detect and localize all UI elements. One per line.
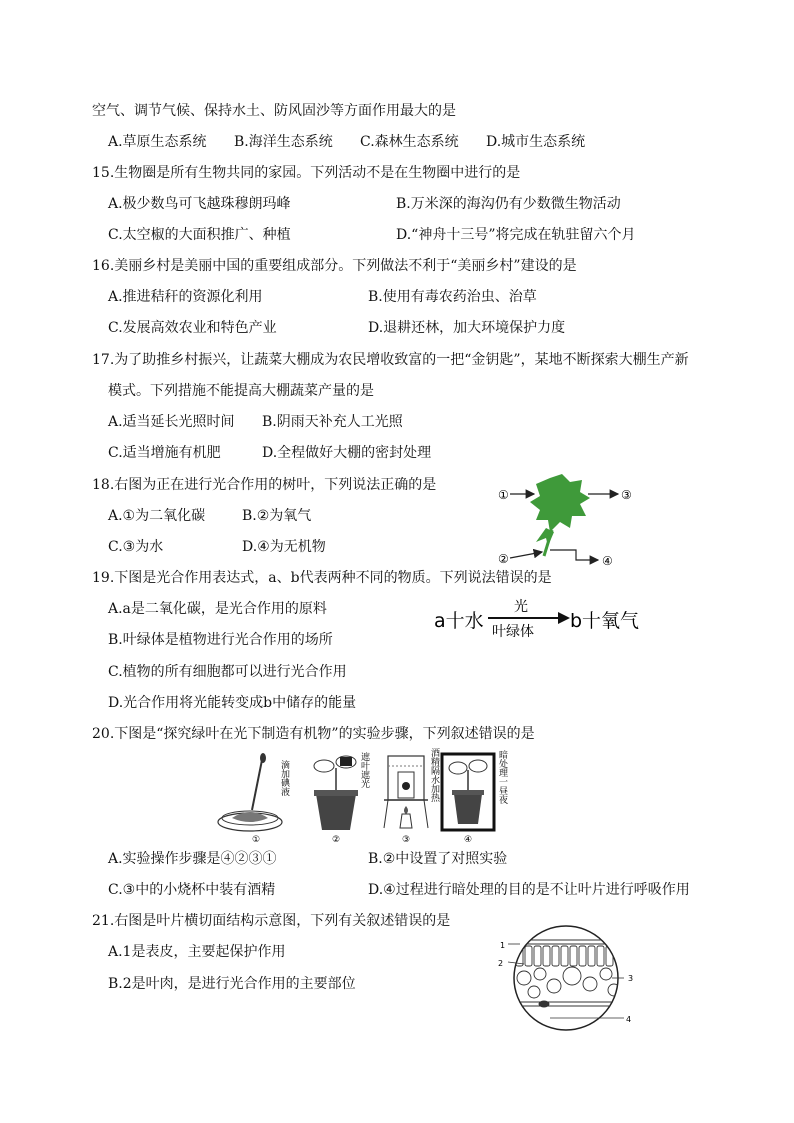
step3-label: 酒精隔水加热 bbox=[429, 748, 439, 802]
q15-stem: 15.生物圈是所有生物共同的家园。下列活动不是在生物圈中进行的是 bbox=[92, 165, 521, 181]
q17-option-a: A.适当延长光照时间 bbox=[108, 414, 235, 430]
q19-option-d: D.光合作用将光能转变成b中储存的能量 bbox=[108, 695, 357, 711]
formula-right: b十氧气 bbox=[570, 610, 640, 632]
leaf-cross-section-figure bbox=[494, 924, 644, 1034]
q15-option-b: B.万米深的海沟仍有少数微生物活动 bbox=[396, 196, 621, 212]
q14-stem: 空气、调节气候、保持水土、防风固沙等方面作用最大的是 bbox=[92, 103, 456, 119]
q18-option-b: B.②为氧气 bbox=[242, 508, 312, 524]
label-1: ① bbox=[498, 488, 509, 502]
q20-option-c: C.③中的小烧杯中装有酒精 bbox=[108, 882, 276, 898]
formula-left: a十水 bbox=[434, 610, 484, 632]
step1-label: 滴加碘液 bbox=[279, 760, 289, 796]
q18-option-c: C.③为水 bbox=[108, 539, 164, 555]
q21-stem: 21.右图是叶片横切面结构示意图，下列有关叙述错误的是 bbox=[92, 913, 451, 929]
label-4: ④ bbox=[602, 554, 613, 568]
q20-stem: 20.下图是“探究绿叶在光下制造有机物”的实验步骤，下列叙述错误的是 bbox=[92, 726, 535, 742]
q17-option-b: B.阴雨天补充人工光照 bbox=[262, 414, 403, 430]
leaf-photosynthesis-figure bbox=[490, 472, 640, 572]
section-label-4: 4 bbox=[626, 1015, 632, 1024]
q14-option-b: B.海洋生态系统 bbox=[234, 134, 333, 150]
q19-option-c: C.植物的所有细胞都可以进行光合作用 bbox=[108, 664, 347, 680]
q21-option-b: B.2是叶肉，是进行光合作用的主要部位 bbox=[108, 976, 356, 992]
magnifier-circle bbox=[514, 926, 618, 1030]
q17-stem-line2: 模式。下列措施不能提高大棚蔬菜产量的是 bbox=[108, 383, 374, 399]
q16-option-c: C.发展高效农业和特色产业 bbox=[108, 320, 277, 336]
step4-dark-box bbox=[442, 749, 508, 845]
q16-option-d: D.退耕还林，加大环境保护力度 bbox=[368, 320, 566, 336]
step4-label: 暗处理一昼夜 bbox=[497, 750, 507, 804]
step2-label: 遮叶遮光 bbox=[359, 752, 369, 788]
q15-option-d: D.“神舟十三号”将完成在轨驻留六个月 bbox=[396, 227, 636, 243]
q18-option-d: D.④为无机物 bbox=[242, 539, 326, 555]
q21-option-a: A.1是表皮，主要起保护作用 bbox=[108, 944, 286, 960]
q17-option-d: D.全程做好大棚的密封处理 bbox=[262, 445, 432, 461]
arrow-4-out bbox=[550, 550, 598, 560]
q17-stem-line1: 17.为了助推乡村振兴，让蔬菜大棚成为农民增收致富的一把“金钥匙”，某地不断探索大棚生产新 bbox=[92, 352, 689, 368]
step1-iodine-dish bbox=[218, 753, 290, 845]
step2-number: ② bbox=[332, 835, 341, 845]
q20-option-d: D.④过程进行暗处理的目的是不让叶片进行呼吸作用 bbox=[368, 882, 690, 898]
spongy-layer bbox=[517, 967, 620, 998]
photosynthesis-formula bbox=[432, 598, 652, 638]
section-label-2: 2 bbox=[498, 959, 504, 968]
label-3: ③ bbox=[621, 488, 632, 502]
q20-option-b: B.②中设置了对照实验 bbox=[368, 851, 508, 867]
q19-stem: 19.下图是光合作用表达式，a、b代表两种不同的物质。下列说法错误的是 bbox=[92, 570, 552, 586]
q15-option-c: C.太空椒的大面积推广、种植 bbox=[108, 227, 291, 243]
arrow-2-in bbox=[510, 552, 542, 558]
q14-option-a: A.草原生态系统 bbox=[108, 134, 207, 150]
q18-option-a: A.①为二氧化碳 bbox=[108, 508, 206, 524]
q19-option-a: A.a是二氧化碳，是光合作用的原料 bbox=[108, 601, 327, 617]
leaf-icon bbox=[530, 474, 590, 546]
label-2: ② bbox=[498, 552, 509, 566]
q16-option-b: B.使用有毒农药治虫、治草 bbox=[368, 289, 537, 305]
step1-number: ① bbox=[252, 835, 261, 845]
step3-number: ③ bbox=[402, 835, 411, 845]
q18-stem: 18.右图为正在进行光合作用的树叶，下列说法正确的是 bbox=[92, 477, 437, 493]
q14-option-d: D.城市生态系统 bbox=[486, 134, 586, 150]
section-label-3: 3 bbox=[628, 974, 634, 983]
q16-option-a: A.推进秸秆的资源化利用 bbox=[108, 289, 263, 305]
step2-covered-pot bbox=[314, 751, 370, 845]
step3-water-bath bbox=[384, 748, 440, 845]
q15-option-a: A.极少数鸟可飞越珠穆朗玛峰 bbox=[108, 196, 291, 212]
section-label-1: 1 bbox=[500, 941, 506, 950]
q16-stem: 16.美丽乡村是美丽中国的重要组成部分。下列做法不利于“美丽乡村”建设的是 bbox=[92, 258, 577, 274]
step4-number: ④ bbox=[464, 835, 473, 845]
formula-condition-chloroplast: 叶绿体 bbox=[492, 624, 534, 640]
q19-option-b: B.叶绿体是植物进行光合作用的场所 bbox=[108, 632, 333, 648]
q17-option-c: C.适当增施有机肥 bbox=[108, 445, 221, 461]
formula-condition-light: 光 bbox=[514, 599, 528, 615]
palisade-layer bbox=[516, 946, 613, 966]
q14-option-c: C.森林生态系统 bbox=[360, 134, 459, 150]
q20-option-a: A.实验操作步骤是④②③① bbox=[108, 851, 277, 867]
experiment-steps-figure bbox=[214, 748, 514, 846]
